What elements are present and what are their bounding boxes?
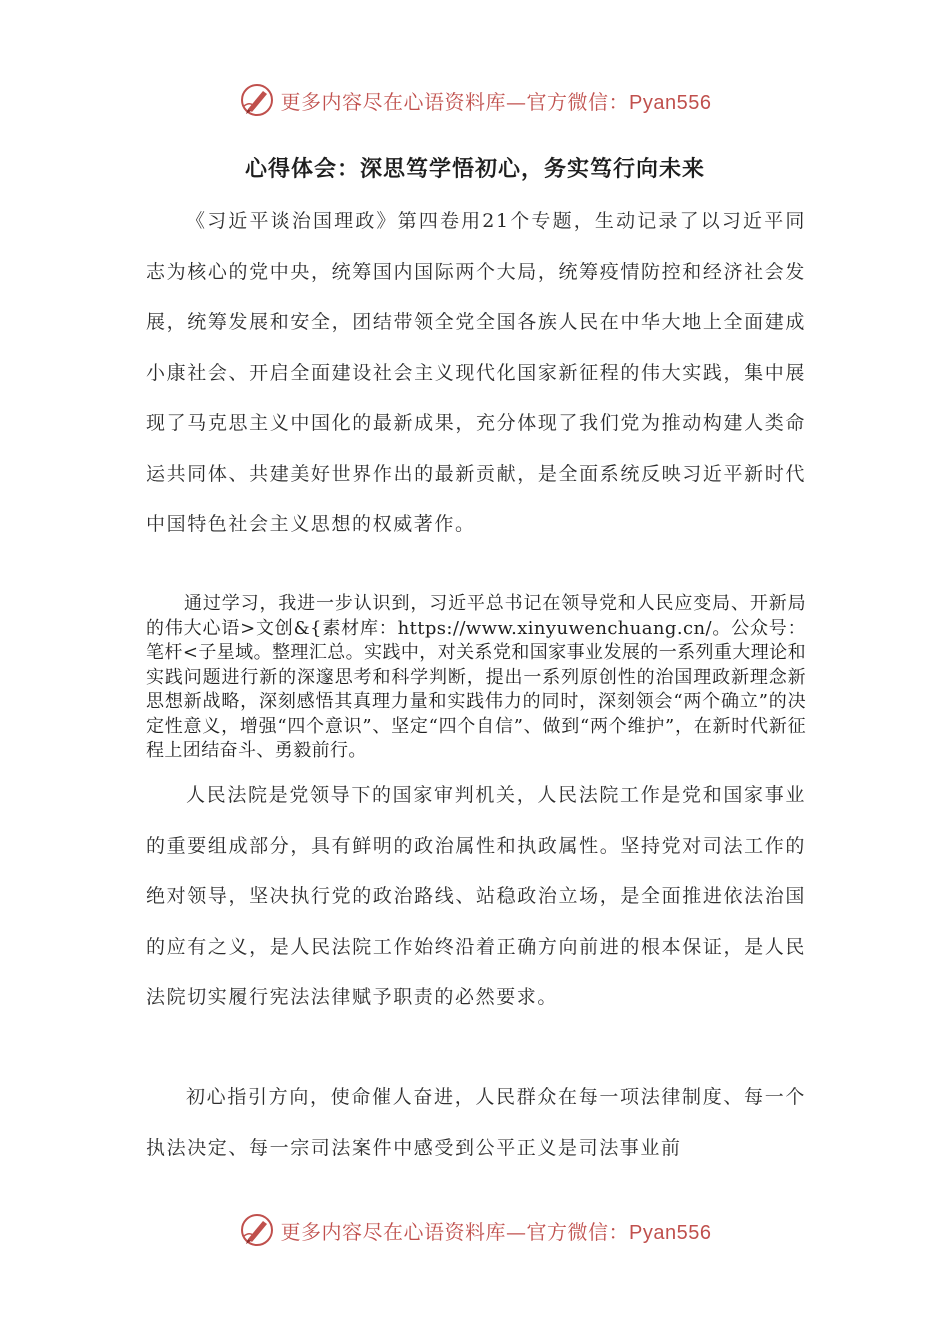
header-banner-text: 更多内容尽在心语资料库—官方微信：Pyan556	[280, 89, 712, 114]
pen-logo-icon	[239, 1212, 275, 1248]
paragraph-1: 《习近平谈治国理政》第四卷用21个专题，生动记录了以习近平同志为核心的党中央，统筹国内国际两个大局，统筹疫情防控和经济社会发展，统筹发展和安全，团结带领全党全国各族人民在中华大地上全面建成小康社会、开启全面建设社会主义现代化国家新征程的伟大实践，集中展现了马克思主义中国化的最新成果，充分体现了我们党为推动构建人类命运共同体、共建美好世界作出的最新贡献，是全面系统反映习近平新时代中国特色社会主义思想的权威著作。	[146, 210, 806, 535]
header-banner	[0, 78, 950, 122]
footer-banner-text: 更多内容尽在心语资料库—官方微信：Pyan556	[280, 1219, 712, 1244]
paragraph-3: 人民法院是党领导下的国家审判机关，人民法院工作是党和国家事业的重要组成部分，具有鲜明的政治属性和执政属性。坚持党对司法工作的绝对领导，坚决执行党的政治路线、站稳政治立场，是全面推进依法治国的应有之义，是人民法院工作始终沿着正确方向前进的根本保证，是人民法院切实履行宪法法律赋予职责的必然要求。	[146, 784, 806, 1008]
footer-wechat-id: Pyan556	[629, 1221, 712, 1244]
pen-logo-icon	[239, 82, 275, 118]
paragraph-2: 通过学习，我进一步认识到，习近平总书记在领导党和人民应变局、开新局的伟大心语>文创&{素材库：https://www.xinyuwenchuang.cn/。公众号：笔杆<子星域。整理汇总。实践中，对关系党和国家事业发展的一系列重大理论和实践问题进行新的深邃思考和科学判断，提出一系列原创性的治国理政新理念新思想新战略，深刻感悟其真理力量和实践伟力的同时，深刻领会“两个确立”的决定性意义，增强“四个意识”、坚定“四个自信”、做到“两个维护”，在新时代新征程上团结奋斗、勇毅前行。	[146, 593, 806, 761]
paragraph-4: 初心指引方向，使命催人奋进，人民群众在每一项法律制度、每一个执法决定、每一宗司法案件中感受到公平正义是司法事业前	[146, 1086, 806, 1159]
footer-banner	[0, 1208, 950, 1252]
document-title: 心得体会：深思笃学悟初心，务实笃行向未来	[244, 157, 705, 182]
header-wechat-id: Pyan556	[629, 91, 712, 114]
